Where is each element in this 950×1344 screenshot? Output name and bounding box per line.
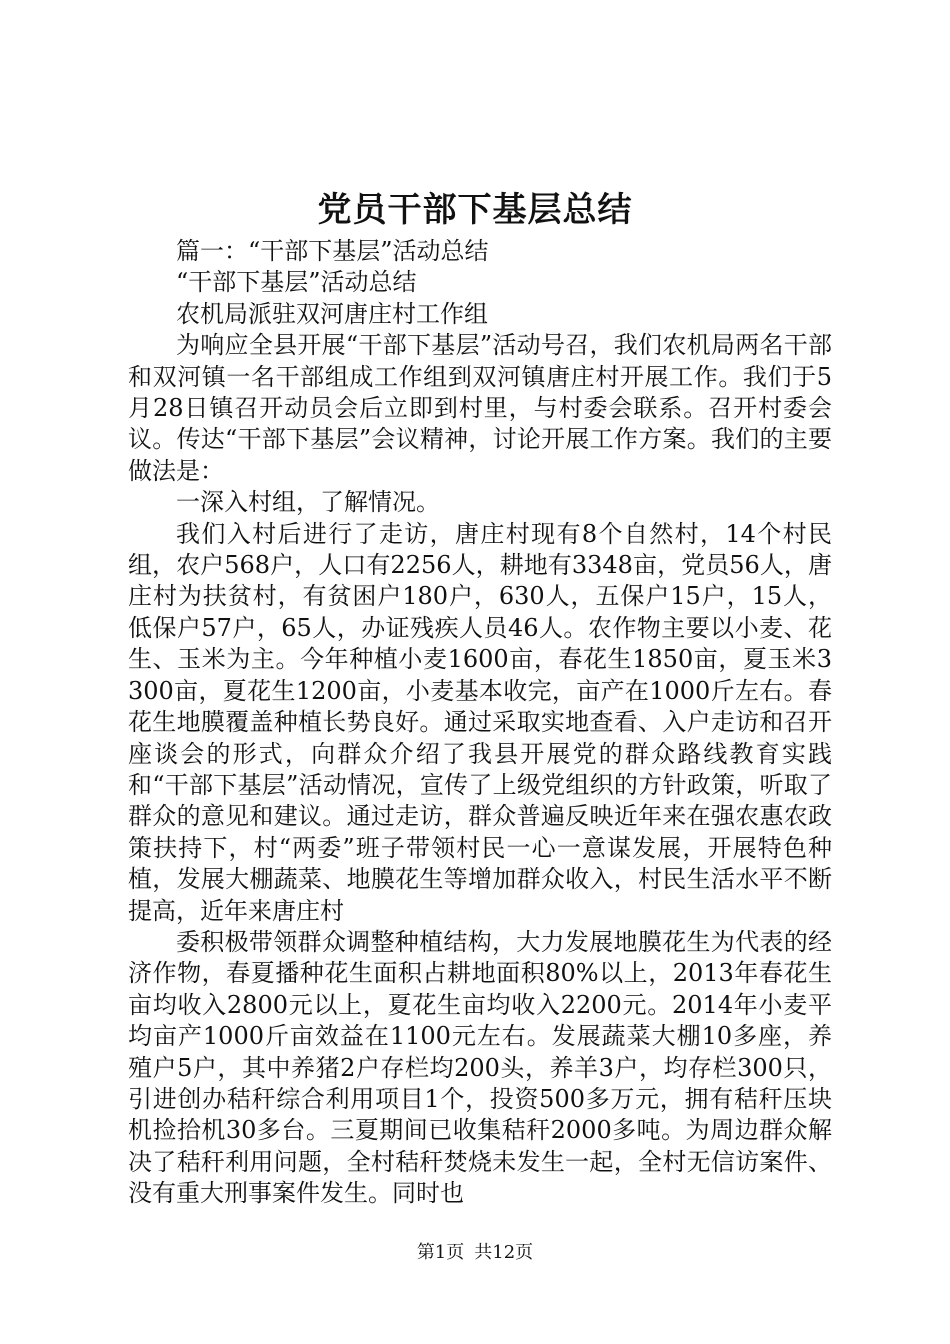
paragraph-subtitle: “干部下基层”活动总结 [176, 268, 417, 297]
document-body [128, 236, 832, 1210]
document-title: 党员干部下基层总结 [317, 190, 633, 230]
page-number: 第1页 [416, 1242, 465, 1263]
paragraph-development: 委积极带领群众调整种植结构，大力发展地膜花生为代表的经济作物，春夏播种花生面积占耕地面积80%以上，2013年春花生亩均收入2800元以上，夏花生亩均收入2200元。2014年小麦平均亩产1000斤亩效益在1100元左右。发展蔬菜大棚10多座，养殖户5户，其中养猪2户存栏均200头，养羊3户，均存栏300只，引进创办秸秆综合利用项目1个，投资500多万元，拥有秸秆压块机捡拾机30多台。三夏期间已收集秸秆2000多吨。为周边群众解决了秸秆利用问题，全村秸秆焚烧未发生一起，全村无信访案件、没有重大刑事案件发生。同时也 [128, 927, 832, 1208]
paragraph-organization: 农机局派驻双河唐庄村工作组 [176, 299, 488, 328]
paragraph-section-heading: 篇一：“干部下基层”活动总结 [176, 237, 489, 265]
page-total: 共12页 [474, 1242, 534, 1263]
paragraph-subheading: 一深入村组，了解情况。 [176, 488, 440, 517]
page-footer [0, 1240, 950, 1266]
paragraph-survey: 我们入村后进行了走访，唐庄村现有8个自然村，14个村民组，农户568户，人口有2256人，耕地有3348亩，党员56人，唐庄村为扶贫村，有贫困户180户，630人，五保户15户，15人，低保户57户，65人，办证残疾人员46人。农作物主要以小麦、花生、玉米为主。今年种植小麦1600亩，春花生1850亩，夏玉米3300亩，夏花生1200亩，小麦基本收完，亩产在1000斤左右。春花生地膜覆盖种植长势良好。通过采取实地查看、入户走访和召开座谈会的形式，向群众介绍了我县开展党的群众路线教育实践和“干部下基层”活动情况，宣传了上级党组织的方针政策，听取了群众的意见和建议。通过走访，群众普遍反映近年来在强农惠农政策扶持下，村“两委”班子带领村民一心一意谋发展，开展特色种植，发展大棚蔬菜、地膜花生等增加群众收入，村民生活水平不断提高，近年来唐庄村 [128, 519, 832, 925]
paragraph-intro: 为响应全县开展“干部下基层”活动号召，我们农机局两名干部和双河镇一名干部组成工作组到双河镇唐庄村开展工作。我们于5月28日镇召开动员会后立即到村里，与村委会联系。召开村委会议。传达“干部下基层”会议精神，讨论开展工作方案。我们的主要做法是： [128, 331, 832, 485]
